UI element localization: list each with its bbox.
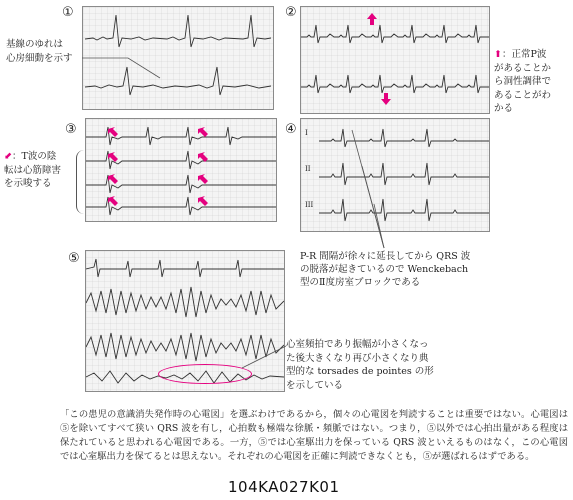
question-code: 104KA027K01 xyxy=(228,478,340,496)
note-line: た後大きくなり再び小さくなり典 xyxy=(286,352,429,364)
note-wenckebach xyxy=(300,250,570,289)
envelope-outline xyxy=(158,364,252,384)
panel-4-number: ④ xyxy=(285,122,297,137)
note-line: の脱落が起きているので Wenckebach xyxy=(300,264,469,275)
note-line: ら洞性調律で xyxy=(494,76,552,87)
ecg-trace-2 xyxy=(301,7,489,113)
note-line: 心房細動を示す xyxy=(6,52,73,64)
note-line: 心室頻拍であり振幅が小さくなっ xyxy=(286,339,429,350)
panel-3-number: ③ xyxy=(65,122,77,137)
explanation-paragraph: 「この患児の意識消失発作時の心電図」を選ぶわけであるから，個々の心電図を判読することは重要ではない。心電図は⑤を除いてすべて狭い QRS 波を有し，心拍数も極端な徐脈・頻脈ではない。つまり，⑤以外では心拍出量がある程度は保たれていると思われる心電図である。一方，⑤では心室駆出力を保っている QRS 波といえるものはなく，この心電図では心室駆出力を保てるとは思えない。それぞれの心電図を正確に判読できなくとも，⑤が選ばれるはずである。 xyxy=(60,409,568,462)
note-line: を示唆する xyxy=(4,178,52,189)
lead-label-ii: II xyxy=(305,165,311,173)
note-torsades xyxy=(286,338,486,392)
note-line: を示している xyxy=(286,379,344,391)
panel-2-number: ② xyxy=(285,5,297,20)
lead-label-i: I xyxy=(305,129,308,137)
note-line: 基線のゆれは xyxy=(6,39,64,50)
note-line: あることがわ xyxy=(494,89,552,101)
panel-5-number: ⑤ xyxy=(68,251,80,266)
note-line: かる xyxy=(494,103,514,114)
note-line: 型的な torsades de pointes の形 xyxy=(286,366,434,377)
ecg-strip-3 xyxy=(85,118,277,222)
note-normal-p-wave xyxy=(494,48,551,116)
panel-1-number: ① xyxy=(62,5,74,20)
note-line: P-R 間隔が徐々に延長してから QRS 波 xyxy=(300,251,471,262)
lead-label-iii: III xyxy=(305,201,314,209)
note-line: ⬋：T波の陰 xyxy=(4,151,57,162)
ecg-trace-4 xyxy=(301,119,489,231)
ecg-trace-3 xyxy=(86,119,276,221)
ecg-strip-4 xyxy=(300,118,490,232)
ecg-strip-1 xyxy=(82,6,274,110)
note-line: 転は心筋障害 xyxy=(4,164,62,176)
note-line: 型のⅡ度房室ブロックである xyxy=(300,277,421,288)
note-line: ⬆︎：正常P波 xyxy=(494,49,547,60)
note-baseline-fibrillation xyxy=(6,38,73,65)
note-bracket xyxy=(76,150,85,214)
note-t-wave-inversion xyxy=(4,150,61,191)
ecg-strip-2 xyxy=(300,6,490,114)
pink-arrow-icon: ⬋ xyxy=(4,151,12,162)
note-line: があることか xyxy=(494,62,552,74)
ecg-trace-1 xyxy=(83,7,273,109)
pink-arrow-icon: ⬆︎ xyxy=(494,49,502,60)
